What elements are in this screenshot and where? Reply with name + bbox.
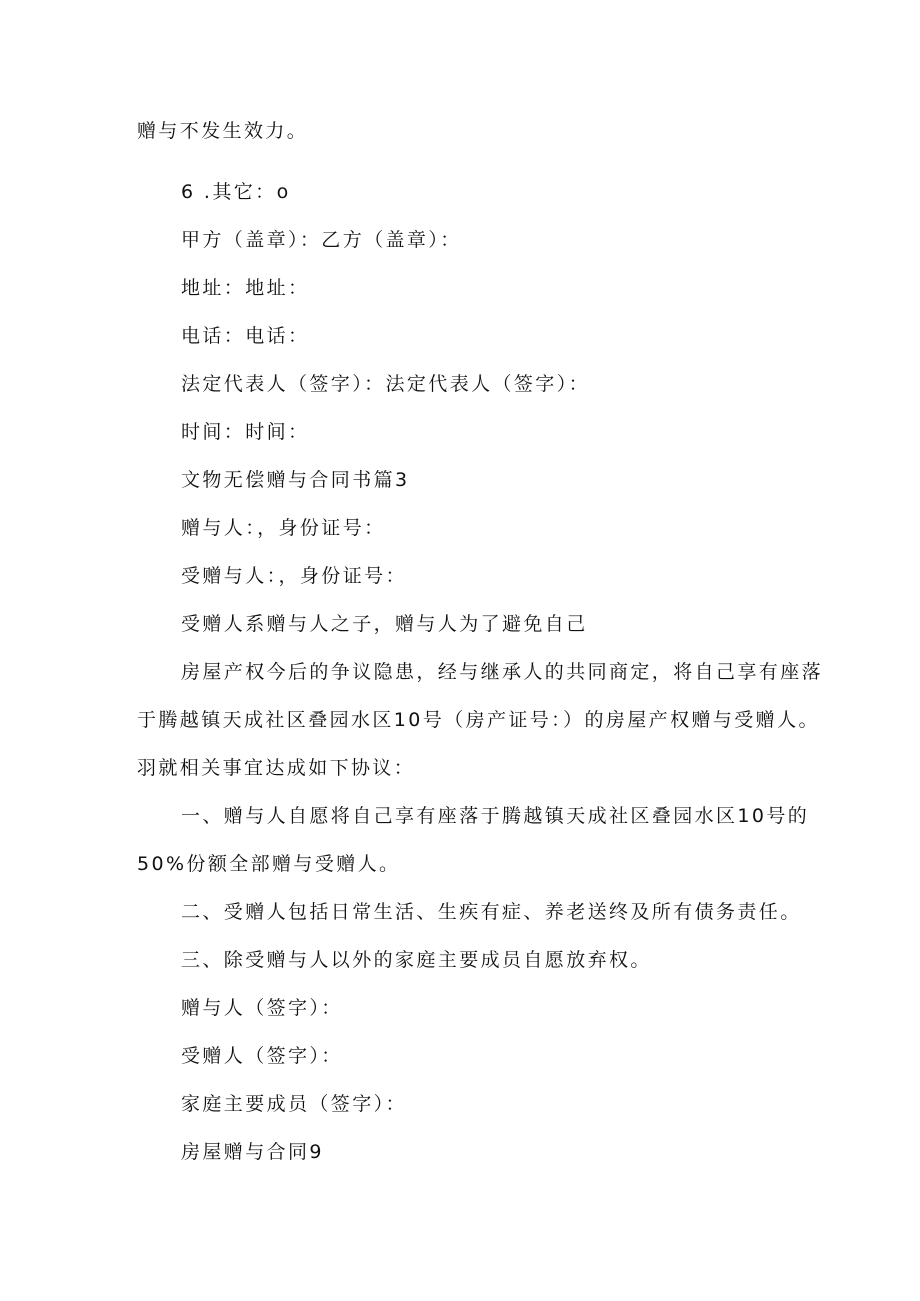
text-line-paragraph-3: 羽就相关事宜达成如下协议： <box>137 757 416 779</box>
text-line-paragraph-2: 于腾越镇天成社区叠园水区10号（房产证号：）的房屋产权赠与受赠人。 <box>137 709 820 731</box>
text-line-family-signature: 家庭主要成员（签字）： <box>181 1093 407 1115</box>
text-line-other-clause: 6 .其它：o <box>181 181 291 203</box>
text-line-article-1: 一、赠与人自愿将自己享有座落于腾越镇天成社区叠园水区10号的 <box>181 805 810 827</box>
text-line-paragraph-1: 房屋产权今后的争议隐患，经与继承人的共同商定，将自己享有座落 <box>181 661 824 683</box>
section-heading-next: 房屋赠与合同9 <box>181 1141 324 1163</box>
text-line-party-seals: 甲方（盖章）：乙方（盖章）： <box>181 229 462 251</box>
text-line-article-1-cont: 50%份额全部赠与受赠人。 <box>137 853 401 875</box>
text-line-legal-representatives: 法定代表人（签字）：法定代表人（签字）： <box>181 373 591 395</box>
text-line-donor-id: 赠与人：，身份证号： <box>181 517 386 539</box>
text-line-article-3: 三、除受赠与人以外的家庭主要成员自愿放弃权。 <box>181 949 652 971</box>
text-line-donee-id: 受赠与人：，身份证号： <box>181 565 407 587</box>
text-line-relationship: 受赠人系赠与人之子，赠与人为了避免自己 <box>181 613 588 635</box>
text-line-dates: 时间：时间： <box>181 421 310 443</box>
text-line-effect-clause: 赠与不发生效力。 <box>137 120 309 142</box>
text-line-phones: 电话：电话： <box>181 325 310 347</box>
text-line-donor-signature: 赠与人（签字）： <box>181 997 343 1019</box>
section-heading: 文物无偿赠与合同书篇3 <box>181 469 410 491</box>
text-line-article-2: 二、受赠人包括日常生活、生疾有症、养老送终及所有债务责任。 <box>181 901 802 923</box>
text-line-donee-signature: 受赠人（签字）： <box>181 1045 343 1067</box>
text-line-addresses: 地址：地址： <box>181 277 310 299</box>
